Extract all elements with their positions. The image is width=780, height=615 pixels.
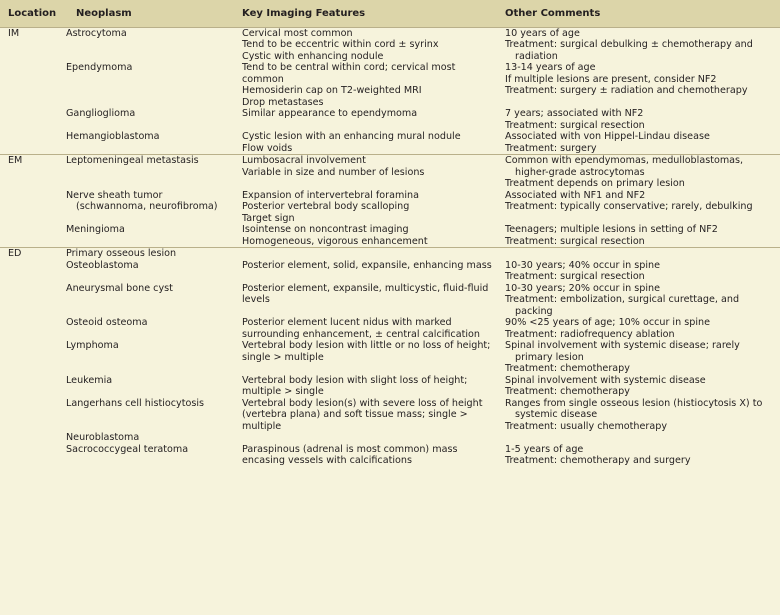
neoplasm-cell: Ganglioglioma <box>66 108 136 119</box>
features-cell <box>234 248 497 260</box>
features-cell-line: Vertebral body lesion(s) with severe loss of height (vertebra plana) and soft tissue mass; single > multiple <box>242 397 483 432</box>
features-cell-line: Posterior element lucent nidus with marked surrounding enhancement, ± central calcification <box>242 317 480 340</box>
neoplasm-cell: Aneurysmal bone cyst <box>66 282 173 294</box>
comments-cell-line: Treatment: embolization, surgical curettage, and packing <box>505 294 740 317</box>
comments-cell-line: Associated with NF1 and NF2 <box>505 189 646 201</box>
features-cell <box>234 62 497 108</box>
features-cell <box>234 108 497 131</box>
comments-cell <box>497 108 780 131</box>
neoplasm-cell: Meningioma <box>66 224 125 235</box>
features-cell <box>234 131 497 155</box>
neoplasm-cell: Langerhans cell histiocytosis <box>66 397 205 409</box>
location-cell <box>0 283 68 318</box>
table-row <box>0 190 780 225</box>
comments-cell <box>497 190 780 225</box>
table-body <box>0 27 780 467</box>
features-cell-line: Posterior element, expansile, multicystic, fluid-fluid levels <box>242 282 489 305</box>
features-cell <box>234 340 497 375</box>
neoplasm-cell: Osteoblastoma <box>66 259 139 271</box>
features-cell <box>234 398 497 433</box>
comments-cell-line: Associated with von Hippel-Lindau disease <box>505 131 710 142</box>
table-row <box>0 108 780 131</box>
location-cell <box>0 432 68 444</box>
features-cell <box>234 190 497 225</box>
location-cell <box>0 224 68 248</box>
features-cell-line: Cystic with enhancing nodule <box>242 50 384 62</box>
features-cell <box>234 375 497 398</box>
comments-cell-line: Common with ependymomas, medulloblastomas, higher-grade astrocytomas <box>505 155 744 178</box>
comments-cell-line: Treatment: surgical resection <box>505 235 645 247</box>
neoplasm-cell: Ependymoma <box>66 62 133 73</box>
features-cell-line: Hemosiderin cap on T2-weighted MRI <box>242 85 422 96</box>
features-cell <box>234 444 497 467</box>
features-cell <box>234 27 497 62</box>
features-cell-line: Posterior vertebral body scalloping <box>242 201 410 212</box>
table-row <box>0 317 780 340</box>
location-cell: IM <box>0 27 68 62</box>
features-cell-line: Similar appearance to ependymoma <box>242 108 418 119</box>
table-row <box>0 283 780 318</box>
comments-cell-line: 13-14 years of age <box>505 62 596 73</box>
features-cell <box>234 260 497 283</box>
location-cell <box>0 317 68 340</box>
comments-cell-line: Treatment: surgery ± radiation and chemotherapy <box>505 85 748 96</box>
neoplasm-cell: Nerve sheath tumor (schwannoma, neurofibroma) <box>66 189 218 212</box>
features-cell <box>234 224 497 248</box>
header-row <box>0 0 780 27</box>
table-row <box>0 27 780 62</box>
features-cell-line: Vertebral body lesion with little or no loss of height; single > multiple <box>242 340 491 363</box>
location-cell <box>0 131 68 155</box>
table-row <box>0 340 780 375</box>
comments-cell <box>497 260 780 283</box>
location-cell <box>0 398 68 433</box>
neoplasm-cell: Primary osseous lesion <box>68 248 234 260</box>
location-cell <box>0 260 68 283</box>
location-cell <box>0 190 68 225</box>
table-row <box>0 155 780 190</box>
comments-cell-line: Spinal involvement with systemic disease <box>505 374 706 386</box>
features-cell-line: Variable in size and number of lesions <box>242 166 425 178</box>
features-cell <box>234 283 497 318</box>
comments-cell-line: 10 years of age <box>505 27 580 39</box>
comments-cell <box>497 131 780 155</box>
comments-cell-line: 90% <25 years of age; 10% occur in spine <box>505 317 710 328</box>
table-row <box>0 375 780 398</box>
comments-cell-line: Treatment: surgical resection <box>505 271 645 282</box>
comments-cell-line: Treatment: usually chemotherapy <box>505 420 668 432</box>
location-cell: ED <box>0 248 68 260</box>
header-comments: Other Comments <box>497 0 780 27</box>
comments-cell <box>497 432 780 444</box>
neoplasm-cell: Sacrococcygeal teratoma <box>66 443 189 455</box>
header-neoplasm: Neoplasm <box>68 0 234 27</box>
comments-cell <box>497 62 780 108</box>
comments-cell <box>497 317 780 340</box>
comments-cell <box>497 283 780 318</box>
neoplasm-cell: Leptomeningeal metastasis <box>68 155 234 190</box>
comments-cell-line: 7 years; associated with NF2 <box>505 108 644 119</box>
header-features: Key Imaging Features <box>234 0 497 27</box>
features-cell-line: Tend to be central within cord; cervical most common <box>242 62 456 85</box>
location-cell <box>0 62 68 108</box>
table-row <box>0 432 780 444</box>
comments-cell-line: 10-30 years; 40% occur in spine <box>505 259 661 271</box>
neoplasm-cell: Leukemia <box>66 374 113 386</box>
comments-cell <box>497 375 780 398</box>
header-location: Location <box>0 0 68 27</box>
comments-cell-line: 10-30 years; 20% occur in spine <box>505 282 661 294</box>
comments-cell-line: Treatment: radiofrequency ablation <box>505 328 675 340</box>
location-cell <box>0 375 68 398</box>
features-cell-line: Paraspinous (adrenal is most common) mass encasing vessels with calcifications <box>242 443 458 466</box>
table-row <box>0 444 780 467</box>
features-cell-line: Tend to be eccentric within cord ± syrinx <box>242 39 439 50</box>
comments-cell-line: Treatment: typically conservative; rarely, debulking <box>505 201 753 212</box>
features-cell-line: Homogeneous, vigorous enhancement <box>242 235 428 247</box>
comments-cell-line: If multiple lesions are present, consider NF2 <box>505 73 717 85</box>
table-row <box>0 224 780 248</box>
comments-cell <box>497 248 780 260</box>
features-cell <box>234 155 497 190</box>
comments-cell-line: Spinal involvement with systemic disease; rarely primary lesion <box>505 340 740 363</box>
comments-cell-line: Treatment: chemotherapy and surgery <box>505 455 691 466</box>
table-row <box>0 260 780 283</box>
comments-cell <box>497 398 780 433</box>
location-cell <box>0 444 68 467</box>
location-cell <box>0 108 68 131</box>
features-cell-line: Flow voids <box>242 142 293 154</box>
table-row <box>0 62 780 108</box>
comments-cell-line: Treatment depends on primary lesion <box>505 178 685 189</box>
neoplasm-cell: Hemangioblastoma <box>66 131 160 142</box>
neoplasm-cell: Neuroblastoma <box>66 432 140 443</box>
comments-cell-line: Teenagers; multiple lesions in setting of NF2 <box>505 224 718 235</box>
comments-cell <box>497 444 780 467</box>
features-cell-line: Expansion of intervertebral foramina <box>242 189 419 201</box>
comments-cell-line: Treatment: surgical debulking ± chemotherapy and radiation <box>505 39 753 62</box>
table-row <box>0 131 780 155</box>
location-cell <box>0 340 68 375</box>
comments-cell-line: Treatment: surgical resection <box>505 119 645 131</box>
features-cell-line: Vertebral body lesion with slight loss of height; multiple > single <box>242 374 468 397</box>
comments-cell-line: Treatment: surgery <box>505 142 597 154</box>
features-cell-line: Lumbosacral involvement <box>242 155 366 166</box>
features-cell-line: Target sign <box>242 212 295 224</box>
neoplasm-cell: Astrocytoma <box>68 27 234 62</box>
comments-cell-line: 1-5 years of age <box>505 443 584 455</box>
features-cell <box>234 317 497 340</box>
comments-cell <box>497 155 780 190</box>
table-row <box>0 248 780 260</box>
comments-cell <box>497 340 780 375</box>
neoplasm-cell: Osteoid osteoma <box>66 317 148 328</box>
table-row <box>0 398 780 433</box>
features-cell-line: Cystic lesion with an enhancing mural nodule <box>242 131 461 142</box>
features-cell <box>234 432 497 444</box>
features-cell-line: Isointense on noncontrast imaging <box>242 224 409 235</box>
comments-cell-line: Treatment: chemotherapy <box>505 363 630 374</box>
features-cell-line: Drop metastases <box>242 96 324 108</box>
comments-cell-line: Treatment: chemotherapy <box>505 386 630 397</box>
comments-cell <box>497 27 780 62</box>
location-cell: EM <box>0 155 68 190</box>
features-cell-line: Cervical most common <box>242 27 353 39</box>
comments-cell-line: Ranges from single osseous lesion (histiocytosis X) to systemic disease <box>505 397 763 420</box>
neoplasm-cell: Lymphoma <box>66 340 119 351</box>
features-cell-line: Posterior element, solid, expansile, enhancing mass <box>242 259 492 271</box>
comments-cell <box>497 224 780 248</box>
